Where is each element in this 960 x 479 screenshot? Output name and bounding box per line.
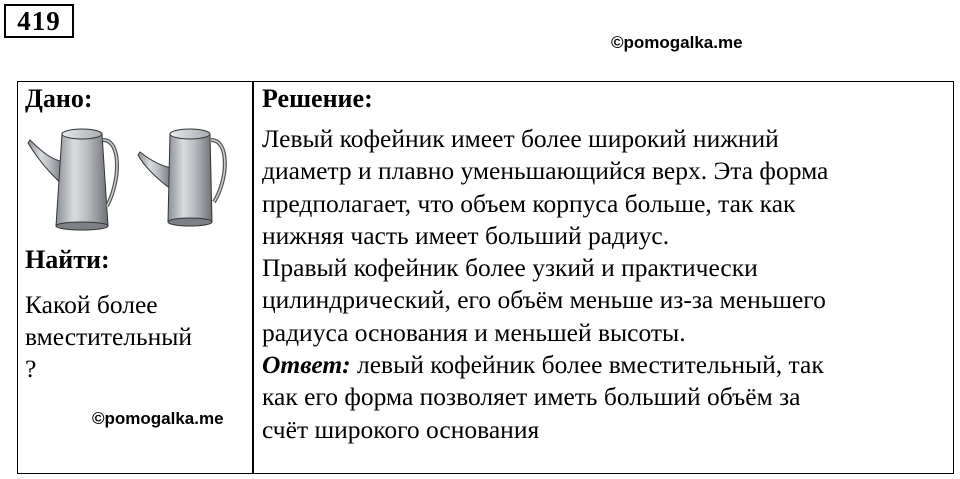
answer-line [262,349,952,381]
solution-heading: Решение: [262,84,373,113]
find-heading: Найти: [25,245,110,274]
right-coffee-pot [138,129,225,226]
solution-line: радиуса основания и меньшей высоты. [262,317,686,347]
find-question [25,289,240,385]
problem-number: 419 [4,4,74,38]
solution-line: нижняя часть имеет больший радиус. [262,220,670,250]
given-heading: Дано: [25,84,93,113]
left-coffee-pot [28,129,117,230]
coffee-pots-illustration [24,122,246,234]
solution-line: Правый кофейник более узкий и практически [262,253,758,283]
column-divider [252,81,254,474]
answer-line: счёт широкого основания [262,414,540,444]
solution-line: предполагает, что объем корпуса больше, так как [262,188,796,218]
find-question-line: Какой более [25,290,158,319]
solution-text [262,123,952,446]
solution-line: диаметр и плавно уменьшающийся верх. Эта форма [262,156,829,186]
solution-line: цилиндрический, его объём меньше из-за меньшего [262,285,826,315]
watermark-top: ©pomogalka.me [611,33,743,52]
find-question-line: вместительный [25,322,193,351]
solution-line: Левый кофейник имеет более широкий нижний [262,124,779,153]
watermark-left: ©pomogalka.me [92,409,224,428]
find-question-line: ? [25,354,37,383]
answer-line: как его форма позволяет иметь больший объём за [262,382,801,412]
answer-text: левый кофейник более вместительный, так [350,350,824,380]
answer-label: Ответ: [262,350,351,380]
